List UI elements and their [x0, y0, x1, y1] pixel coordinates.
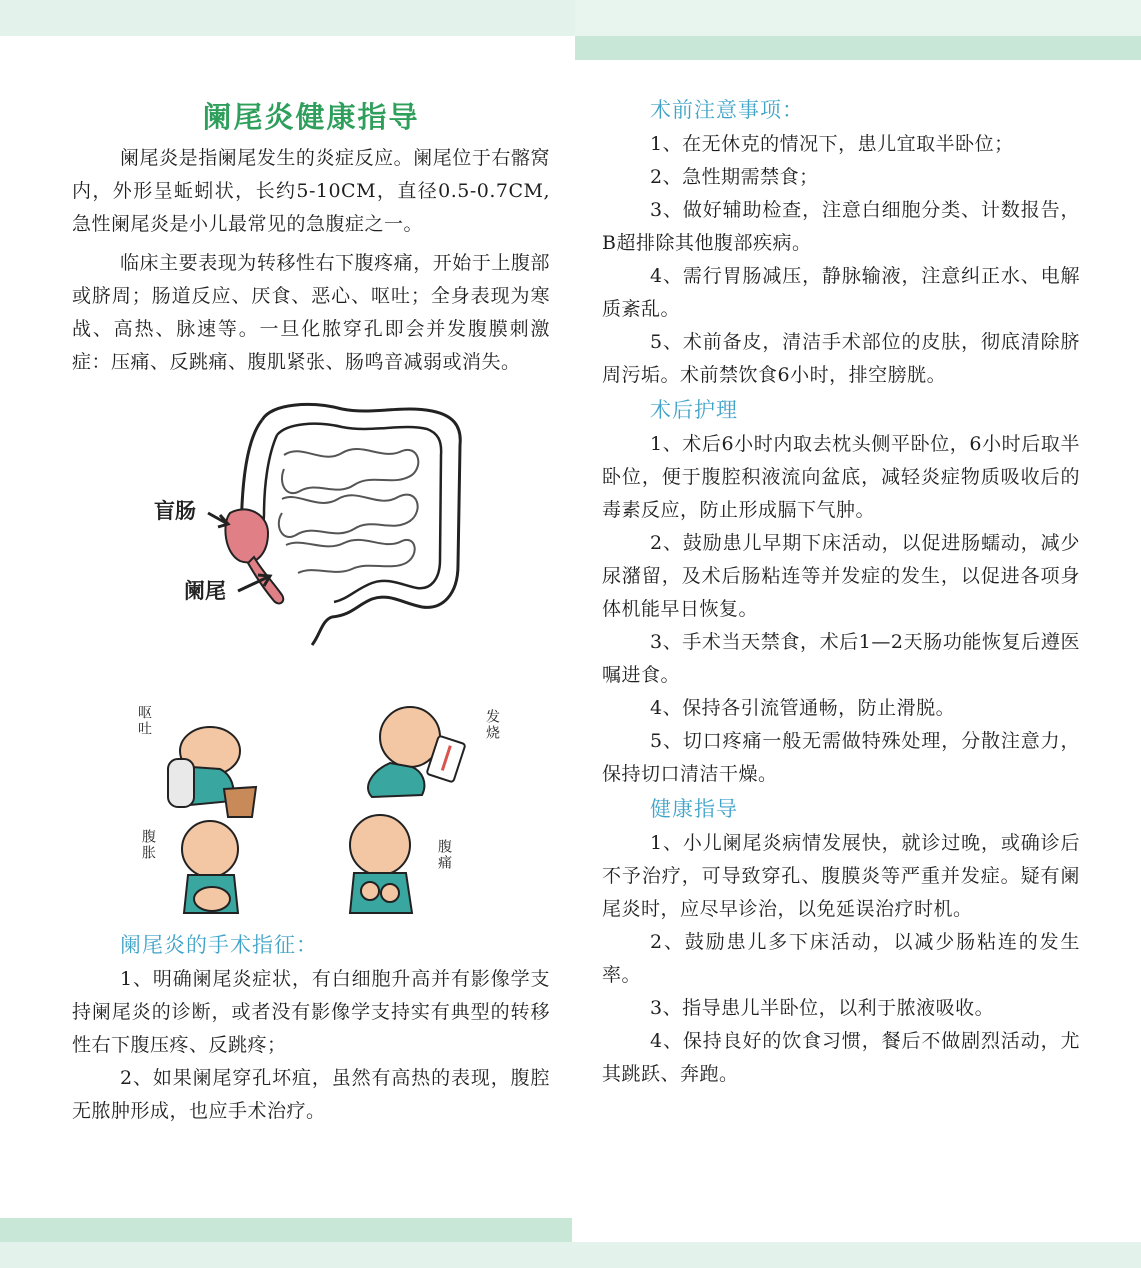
preop-item-3: 3、做好辅助检查，注意白细胞分类、计数报告，B超排除其他腹部疾病。 [602, 199, 1080, 254]
left-column [72, 92, 550, 1128]
health-item-2: 2、鼓励患儿多下床活动，以减少肠粘连的发生率。 [602, 931, 1080, 986]
top-accent-strip [575, 36, 1141, 60]
postop-item-2: 2、鼓励患儿早期下床活动，以促进肠蠕动，减少尿潴留，及术后肠粘连等并发症的发生，以促进各项身体机能早日恢复。 [602, 532, 1080, 620]
surgery-indications-title: 阑尾炎的手术指征： [120, 933, 318, 957]
preop-item-4: 4、需行胃肠减压，静脉输液，注意纠正水、电解质紊乱。 [602, 265, 1080, 320]
page-title: 阑尾炎健康指导 [202, 100, 420, 134]
right-column [602, 92, 1080, 1091]
intro-paragraph-1: 阑尾炎是指阑尾发生的炎症反应。阑尾位于右髂窝内，外形呈蚯蚓状，长约5-10CM，直径0.5-0.7CM,急性阑尾炎是小儿最常见的急腹症之一。 [72, 147, 550, 235]
pain-label: 腹痛 [436, 839, 452, 871]
health-item-4: 4、保持良好的饮食习惯，餐后不做剧烈活动，尤其跳跃、奔跑。 [602, 1030, 1080, 1085]
colon-diagram [72, 395, 550, 663]
top-band-right [575, 0, 1141, 36]
preop-title: 术前注意事项： [650, 98, 804, 122]
cecum-label: 盲肠 [154, 499, 196, 523]
symptom-illustrations [72, 679, 550, 917]
intro-paragraph-2: 临床主要表现为转移性右下腹疼痛，开始于上腹部或脐周；肠道反应、厌食、恶心、呕吐；全身表现为寒战、高热、脉速等。一旦化脓穿孔即会并发腹膜刺激症：压痛、反跳痛、腹肌紧张、肠鸣音减弱或消失。 [72, 252, 550, 373]
postop-title: 术后护理 [650, 398, 738, 422]
postop-item-1: 1、术后6小时内取去枕头侧平卧位，6小时后取半卧位，便于腹腔积液流向盆底，减轻炎症物质吸收后的毒素反应，防止形成膈下气肿。 [602, 433, 1080, 521]
health-item-1: 1、小儿阑尾炎病情发展快，就诊过晚，或确诊后不予治疗，可导致穿孔、腹膜炎等严重并发症。疑有阑尾炎时，应尽早诊治，以免延误治疗时机。 [602, 832, 1080, 920]
colon-illustration [72, 395, 550, 663]
bottom-band [0, 1242, 1141, 1268]
surgery-item-2: 2、如果阑尾穿孔坏疽，虽然有高热的表现，腹腔无脓肿形成，也应手术治疗。 [72, 1067, 550, 1122]
top-band-left [0, 0, 575, 36]
health-item-3: 3、指导患儿半卧位，以利于脓液吸收。 [650, 997, 995, 1019]
bottom-accent-strip [0, 1218, 572, 1242]
bloating-label: 腹胀 [140, 829, 156, 861]
surgery-item-1: 1、明确阑尾炎症状，有白细胞升高并有影像学支持阑尾炎的诊断，或者没有影像学支持实有典型的转移性右下腹压疼、反跳疼； [72, 968, 550, 1056]
postop-item-5: 5、切口疼痛一般无需做特殊处理，分散注意力，保持切口清洁干燥。 [602, 730, 1080, 785]
postop-item-4: 4、保持各引流管通畅，防止滑脱。 [650, 697, 956, 719]
appendix-label: 阑尾 [184, 579, 226, 603]
preop-item-5: 5、术前备皮，清洁手术部位的皮肤，彻底清除脐周污垢。术前禁饮食6小时，排空膀胱。 [602, 331, 1080, 386]
preop-item-1: 1、在无休克的情况下，患儿宜取半卧位； [650, 133, 1014, 155]
postop-item-3: 3、手术当天禁食，术后1—2天肠功能恢复后遵医嘱进食。 [602, 631, 1080, 686]
preop-item-2: 2、急性期需禁食； [650, 166, 819, 188]
health-guidance-title: 健康指导 [650, 797, 738, 821]
fever-label: 发烧 [484, 709, 500, 741]
vomit-label: 呕吐 [136, 705, 152, 737]
